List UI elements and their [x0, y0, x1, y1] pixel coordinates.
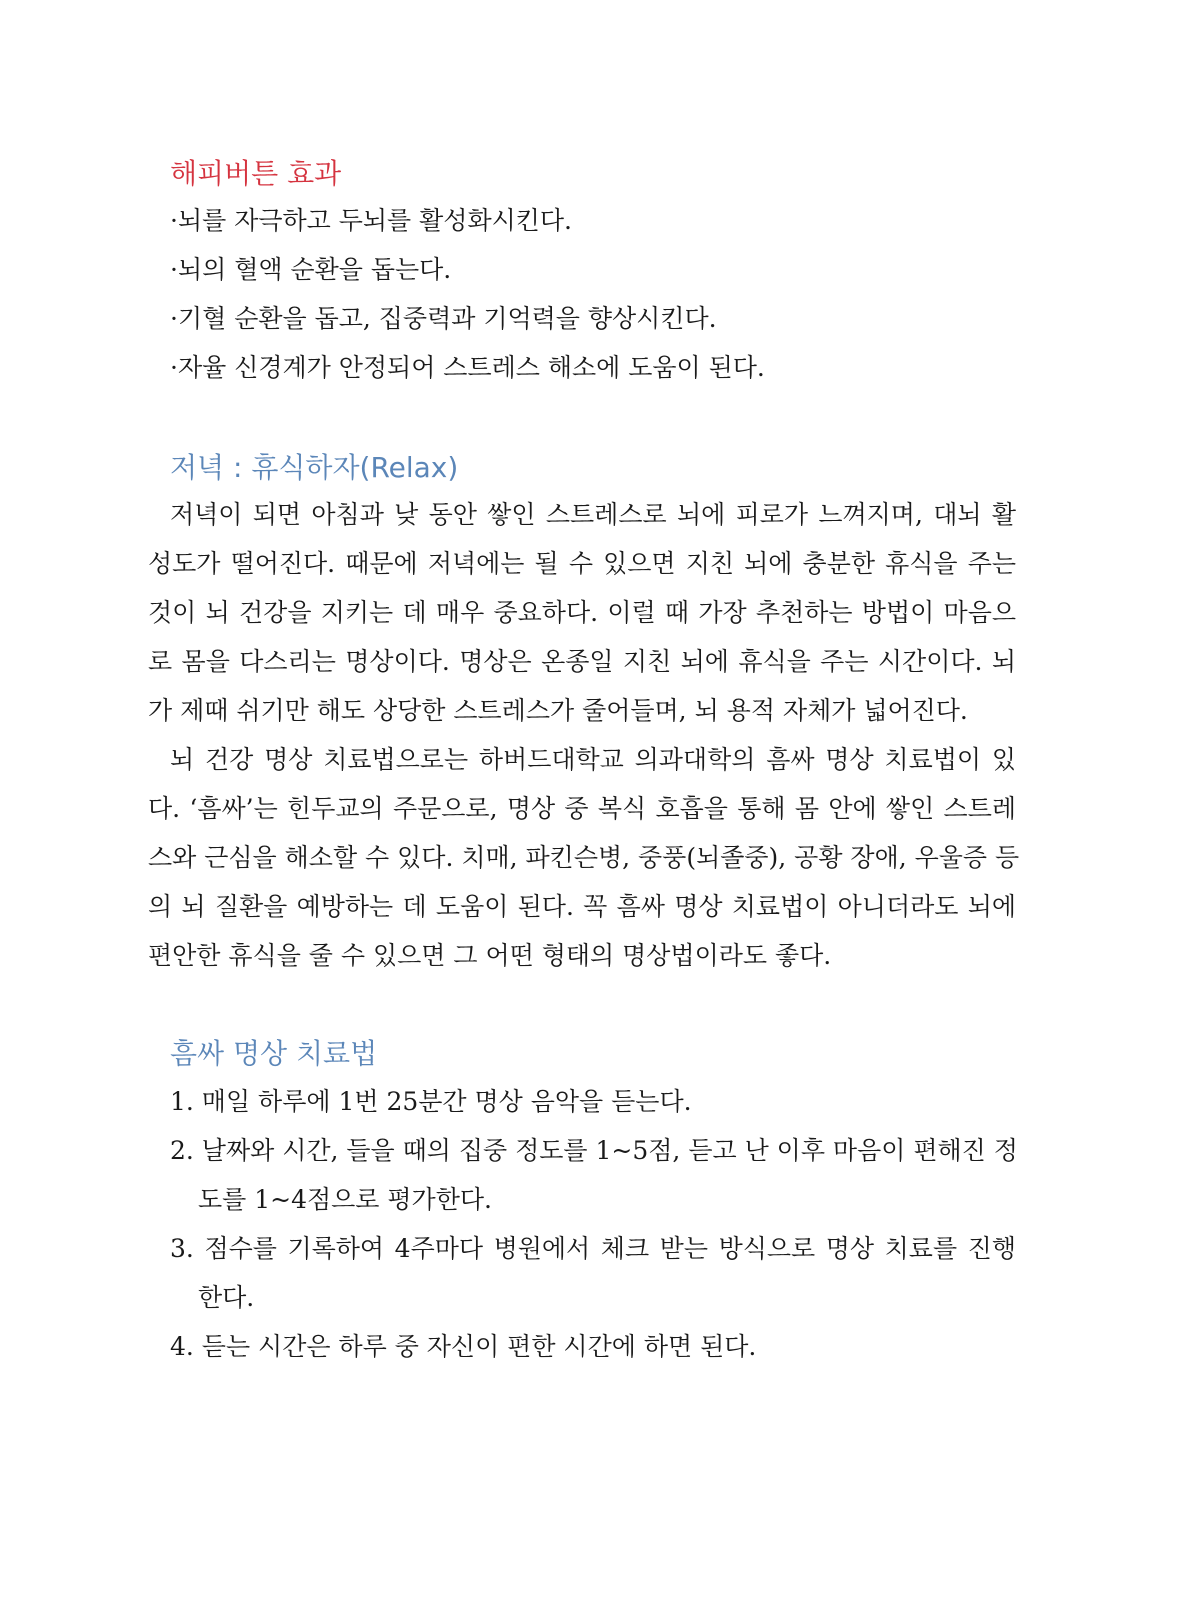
paragraph-line: 가 제때 쉬기만 해도 상당한 스트레스가 줄어들며, 뇌 용적 자체가 넓어진다. — [148, 696, 968, 725]
paragraph-line: 성도가 떨어진다. 때문에 저녁에는 될 수 있으면 지친 뇌에 충분한 휴식을 주는 — [148, 549, 1016, 578]
paragraph-line: 다. ‘흠싸’는 힌두교의 주문으로, 명상 중 복식 호흡을 통해 몸 안에 쌓인 스트레 — [148, 794, 1016, 823]
bullet-item: ·기혈 순환을 돕고, 집중력과 기억력을 향상시킨다. — [170, 304, 717, 333]
bullet-item: ·뇌의 혈액 순환을 돕는다. — [170, 255, 452, 284]
section-heading-humsa-therapy: 흠싸 명상 치료법 — [170, 1037, 378, 1070]
paragraph-line: 로 몸을 다스리는 명상이다. 명상은 온종일 지친 뇌에 휴식을 주는 시간이다. 뇌 — [148, 647, 1016, 676]
bullet-item: ·자율 신경계가 안정되어 스트레스 해소에 도움이 된다. — [170, 353, 765, 382]
paragraph-line: 스와 근심을 해소할 수 있다. 치매, 파킨슨병, 중풍(뇌졸중), 공황 장애, 우울증 등 — [148, 843, 1020, 872]
paragraph-line: 것이 뇌 건강을 지키는 데 매우 중요하다. 이럴 때 가장 추천하는 방법이 마음으 — [148, 598, 1016, 627]
numbered-item: 1. 매일 하루에 1번 25분간 명상 음악을 듣는다. — [170, 1087, 692, 1116]
numbered-item-continuation: 도를 1~4점으로 평가한다. — [198, 1185, 492, 1214]
paragraph-line: 편안한 휴식을 줄 수 있으면 그 어떤 형태의 명상법이라도 좋다. — [148, 941, 832, 970]
numbered-item-continuation: 한다. — [198, 1283, 255, 1312]
numbered-item: 4. 듣는 시간은 하루 중 자신이 편한 시간에 하면 된다. — [170, 1332, 757, 1361]
bullet-item: ·뇌를 자극하고 두뇌를 활성화시킨다. — [170, 206, 572, 235]
numbered-item: 2. 날짜와 시간, 들을 때의 집중 정도를 1~5점, 듣고 난 이후 마음이 편해진 정 — [170, 1136, 1018, 1165]
numbered-item: 3. 점수를 기록하여 4주마다 병원에서 체크 받는 방식으로 명상 치료를 진행 — [170, 1234, 1016, 1263]
paragraph-line: 의 뇌 질환을 예방하는 데 도움이 된다. 꼭 흠싸 명상 치료법이 아니더라도 뇌에 — [148, 892, 1016, 921]
paragraph-line: 저녁이 되면 아침과 낮 동안 쌓인 스트레스로 뇌에 피로가 느껴지며, 대뇌 활 — [170, 500, 1016, 529]
paragraph-line: 뇌 건강 명상 치료법으로는 하버드대학교 의과대학의 흠싸 명상 치료법이 있 — [170, 745, 1016, 774]
section-heading-happy-button: 해피버튼 효과 — [170, 157, 342, 190]
section-heading-evening-relax: 저녁 : 휴식하자(Relax) — [170, 451, 459, 484]
